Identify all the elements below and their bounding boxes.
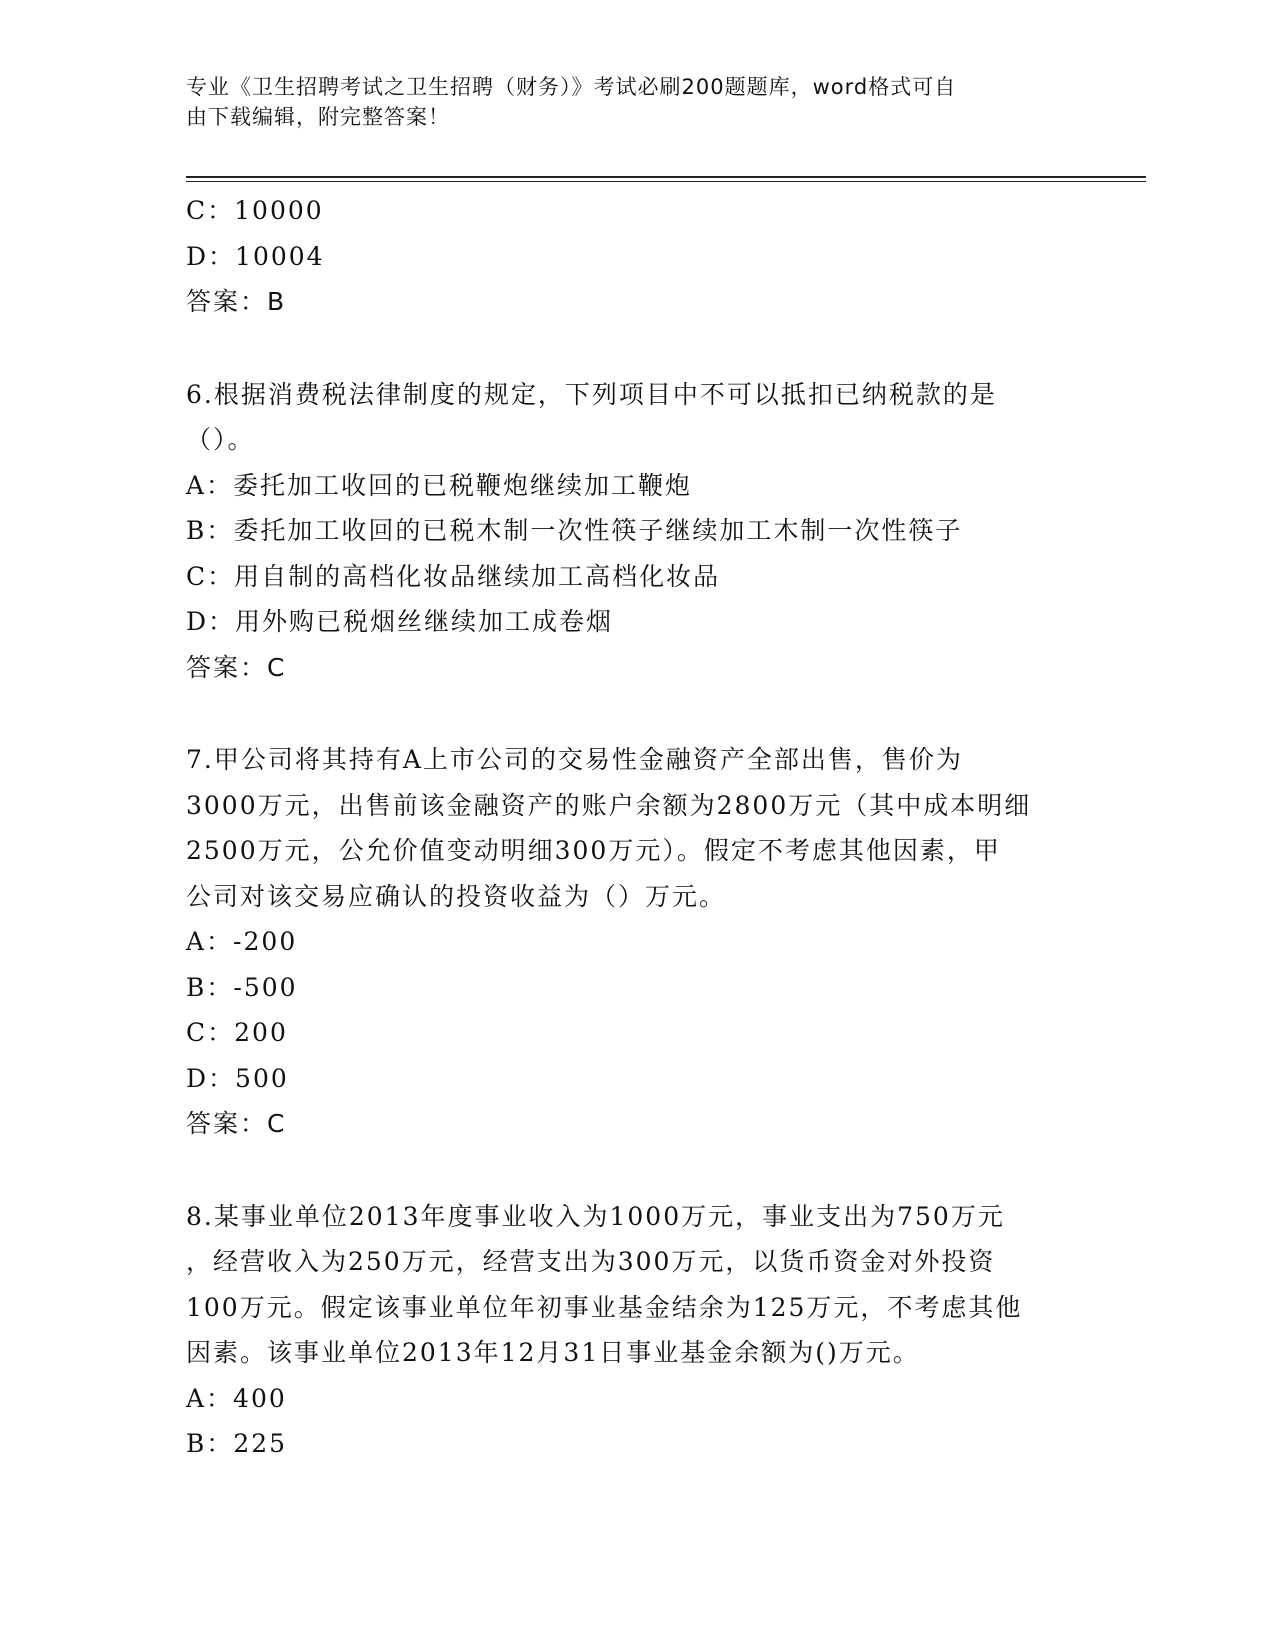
option-b: B：225 <box>186 1429 288 1458</box>
header-title-line-1: 专业《卫生招聘考试之卫生招聘（财务）》考试必刷200题题库，word格式可自 <box>186 75 957 99</box>
question-stem-line: 8.某事业单位2013年度事业收入为1000万元，事业支出为750万元 <box>186 1201 1005 1231</box>
answer-line: 答案：C <box>186 1109 287 1138</box>
question-stem-line: ，经营收入为250万元，经营支出为300万元，以货币资金对外投资 <box>186 1247 996 1276</box>
option-d: D：500 <box>186 1063 289 1093</box>
option-a: A：400 <box>186 1383 287 1413</box>
question-6 <box>186 372 1086 691</box>
question-5 <box>186 188 1086 325</box>
question-8 <box>186 1194 1086 1467</box>
question-stem-line: 公司对该交易应确认的投资收益为（）万元。 <box>186 881 727 911</box>
option-d: D：10004 <box>186 241 325 271</box>
question-stem-line: 100万元。假定该事业单位年初事业基金结余为125万元，不考虑其他 <box>186 1292 1023 1322</box>
question-stem-line: （）。 <box>186 425 255 454</box>
question-stem-line: 因素。该事业单位2013年12月31日事业基金余额为()万元。 <box>186 1338 920 1367</box>
spacer <box>186 325 1086 372</box>
question-stem-line: 7.甲公司将其持有A上市公司的交易性金融资产全部出售，售价为 <box>186 745 963 774</box>
option-a: A：委托加工收回的已税鞭炮继续加工鞭炮 <box>186 470 693 500</box>
document-header <box>186 72 1066 132</box>
header-title-line-2: 由下载编辑，附完整答案！ <box>186 105 450 129</box>
option-d: D：用外购已税烟丝继续加工成卷烟 <box>186 607 614 636</box>
spacer <box>186 1147 1086 1194</box>
header-divider-thick <box>186 176 1146 178</box>
option-c: C：200 <box>186 1018 288 1047</box>
option-b: B：-500 <box>186 972 298 1002</box>
option-c: C：用自制的高档化妆品继续加工高档化妆品 <box>186 561 721 591</box>
spacer <box>186 690 1086 737</box>
option-a: A：-200 <box>186 927 298 956</box>
question-stem-line: 2500万元，公允价值变动明细300万元）。假定不考虑其他因素，甲 <box>186 836 1001 865</box>
question-stem-line: 3000万元，出售前该金融资产的账户余额为2800万元（其中成本明细 <box>186 790 1032 820</box>
option-c: C：10000 <box>186 196 324 225</box>
header-divider-thin <box>186 181 1146 182</box>
option-b: B：委托加工收回的已税木制一次性筷子继续加工木制一次性筷子 <box>186 516 963 545</box>
question-7 <box>186 737 1086 1147</box>
question-list <box>186 188 1086 1467</box>
question-stem-line: 6.根据消费税法律制度的规定，下列项目中不可以抵扣已纳税款的是 <box>186 379 997 409</box>
answer-line: 答案：B <box>186 287 287 316</box>
answer-line: 答案：C <box>186 652 287 682</box>
